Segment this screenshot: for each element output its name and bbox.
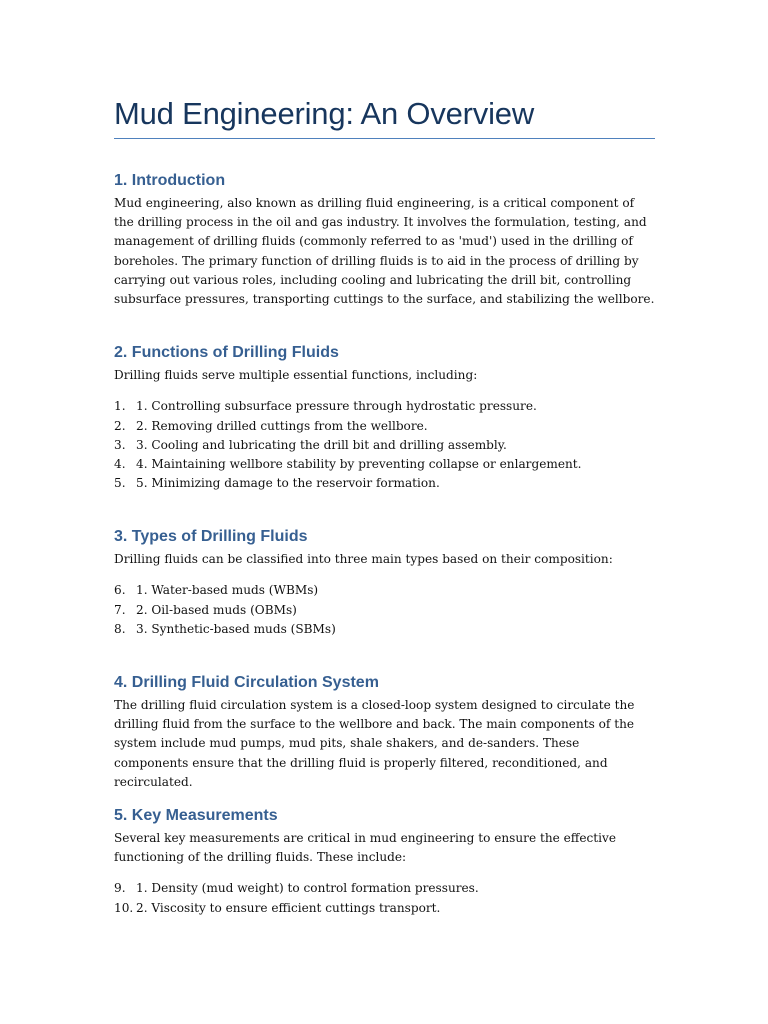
list-item <box>114 581 655 600</box>
list-text: 3. Cooling and lubricating the drill bit and drilling assembly. <box>136 437 507 452</box>
list-text: 1. Controlling subsurface pressure through hydrostatic pressure. <box>136 399 537 414</box>
list-item <box>114 620 655 639</box>
list-number: 8. <box>114 621 126 636</box>
section-paragraph: Drilling fluids can be classified into three main types based on their composition: <box>114 552 613 566</box>
section-circulation <box>114 672 655 792</box>
list-item <box>114 474 655 493</box>
document-title: Mud Engineering: An Overview <box>114 96 535 131</box>
section-heading: 4. Drilling Fluid Circulation System <box>114 674 379 691</box>
list-text: 5. Minimizing damage to the reservoir formation. <box>136 476 440 491</box>
section-heading: 3. Types of Drilling Fluids <box>114 528 308 545</box>
section-paragraph: Mud engineering, also known as drilling fluid engineering, is a critical component of the drilling process in the oil and gas industry. It involves the formulation, testing, and management of drilling fluids (commonly referred to as 'mud') used in the drilling of boreholes. The primary function of drilling fluids is to aid in the process of drilling by carrying out various roles, including cooling and lubricating the drill bit, controlling subsurface pressures, transporting cuttings to the surface, and stabilizing the wellbore. <box>114 196 655 307</box>
list-text: 1. Water-based muds (WBMs) <box>136 583 319 598</box>
title-divider <box>114 138 655 139</box>
list-item <box>114 436 655 455</box>
list-number: 1. <box>114 399 126 414</box>
list-text: 3. Synthetic-based muds (SBMs) <box>136 621 336 636</box>
list-number: 3. <box>114 437 126 452</box>
section-heading: 1. Introduction <box>114 172 226 189</box>
list-text: 2. Viscosity to ensure efficient cuttings transport. <box>136 900 441 915</box>
list-item <box>114 899 655 918</box>
list-item <box>114 879 655 898</box>
list-number: 5. <box>114 476 126 491</box>
list-number: 6. <box>114 583 126 598</box>
section-paragraph: Several key measurements are critical in mud engineering to ensure the effective functioning of the drilling fluids. These include: <box>114 831 617 865</box>
section-types <box>114 526 655 639</box>
list-text: 1. Density (mud weight) to control formation pressures. <box>136 881 479 896</box>
list-number: 7. <box>114 602 126 617</box>
list-number: 4. <box>114 457 126 472</box>
section-functions <box>114 342 655 494</box>
list-text: 2. Removing drilled cuttings from the wellbore. <box>136 418 428 433</box>
types-list <box>114 581 655 639</box>
section-heading: 2. Functions of Drilling Fluids <box>114 344 339 361</box>
section-heading: 5. Key Measurements <box>114 807 278 824</box>
list-item <box>114 601 655 620</box>
section-paragraph: The drilling fluid circulation system is a closed-loop system designed to circulate the drilling fluid from the surface to the wellbore and back. The main components of the system include mud pumps, mud pits, shale shakers, and de-sanders. These components ensure that the drilling fluid is properly filtered, reconditioned, and recirculated. <box>114 698 635 789</box>
list-number: 9. <box>114 881 126 896</box>
functions-list <box>114 397 655 493</box>
list-number: 2. <box>114 418 126 433</box>
list-item <box>114 397 655 416</box>
measurements-list <box>114 879 655 918</box>
list-text: 2. Oil-based muds (OBMs) <box>136 602 297 617</box>
list-text: 4. Maintaining wellbore stability by preventing collapse or enlargement. <box>136 457 582 472</box>
section-measurements <box>114 805 655 918</box>
list-item <box>114 417 655 436</box>
list-item <box>114 455 655 474</box>
section-introduction <box>114 170 655 309</box>
section-paragraph: Drilling fluids serve multiple essential functions, including: <box>114 368 478 382</box>
list-number: 10. <box>114 900 134 915</box>
